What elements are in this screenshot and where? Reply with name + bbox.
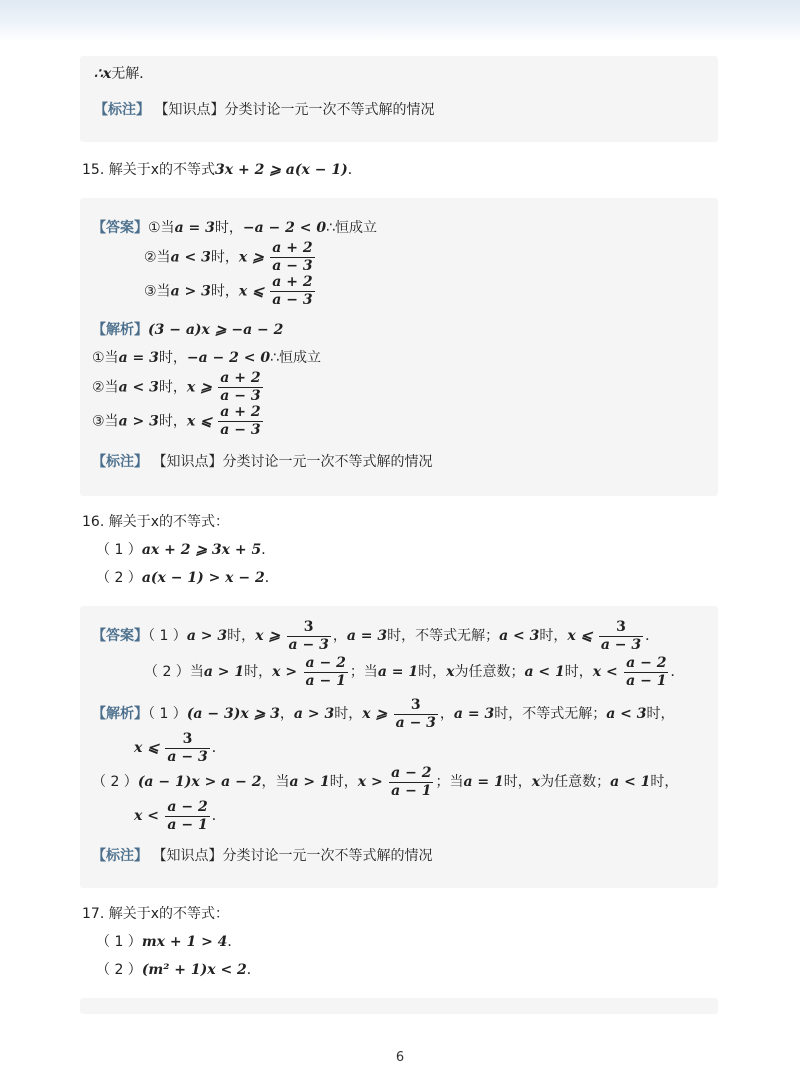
q16-part2: （ 2 ）a(x − 1) > x − 2． [96,570,279,586]
q16-analysis-part2-cont: x < $\frac{a - 2}{a - 1}$ ． [134,798,226,833]
fraction: $\frac{3}{a - 3}$ [167,730,208,765]
answer-tag: 【答案】 [92,220,148,236]
question-number: 17. [82,906,105,922]
q16-analysis-part1-cont: x ⩽ $\frac{3}{a - 3}$ ． [134,730,226,765]
prev-answer-box [80,56,718,142]
fraction: $\frac{a - 2}{a - 1}$ [305,654,346,689]
q17-part1: （ 1 ）mx + 1 > 4． [96,934,242,950]
q16-note [92,846,432,866]
fraction: $\frac{3}{a - 3}$ [395,696,436,731]
fraction: $\frac{a + 2}{a - 3}$ [220,370,261,404]
q16-part1: （ 1 ）ax + 2 ⩾ 3x + 5． [96,542,276,558]
prev-note [94,100,434,120]
q16-stem: 16. 解关于x的不等式： [82,514,230,530]
q15-stem: 15. 解关于x的不等式3x + 2 ⩾ a(x − 1)． [82,162,362,178]
fraction: $\frac{a + 2}{a - 3}$ [272,240,313,274]
fraction: $\frac{a + 2}{a - 3}$ [220,404,261,438]
question-number: 15. [82,162,105,178]
note-tag: 【标注】 [94,102,150,118]
q15-analysis-case3: ③当a > 3时，x ⩽ $\frac{a + 2}{a - 3}$ [92,404,261,438]
q16-answer-box [80,606,718,888]
q15-analysis-head: 【解析】(3 − a)x ⩾ −a − 2 [92,322,284,338]
note-tag: 【标注】 [92,848,148,864]
fraction: $\frac{a - 2}{a - 1}$ [626,654,667,689]
q15-answer-case3: ③当a > 3时，x ⩽ $\frac{a + 2}{a - 3}$ [144,274,313,308]
q15-note [92,452,432,472]
q16-answer-part2: （ 2 ）当a > 1时，x > $\frac{a - 2}{a - 1}$ ；当a = 1时，x为任意数；a < 1时，x < $\frac{a - 2}{a - 1}$ ． [144,654,685,689]
note-tag: 【标注】 [92,454,148,470]
page-number: 6 [395,1050,405,1065]
q17-part2: （ 2 ）(m² + 1)x < 2． [96,962,261,978]
q15-answer-box [80,198,718,496]
q15-answer-case2: ②当a < 3时，x ⩾ $\frac{a + 2}{a - 3}$ [144,240,313,274]
q17-answer-box [80,998,718,1014]
q15-answer-case1: 【答案】①当a = 3时，−a − 2 < 0∴恒成立 [92,220,378,236]
header-band [0,0,800,42]
q16-analysis-part1: 【解析】（ 1 ）(a − 3)x ⩾ 3，a > 3时，x ⩾ $\frac{3}{a - 3}$ ，a = 3时，不等式无解；a < 3时， [92,696,675,731]
prev-conclusion: ∴x无解． [94,66,154,82]
analysis-tag: 【解析】 [92,322,148,338]
note-text: 【知识点】分类讨论一元一次不等式解的情况 [152,454,433,470]
fraction: $\frac{3}{a - 3}$ [288,618,329,653]
note-text: 【知识点】分类讨论一元一次不等式解的情况 [152,848,433,864]
answer-tag: 【答案】 [92,628,148,644]
q15-analysis-case1: ①当a = 3时，−a − 2 < 0∴恒成立 [92,350,322,366]
q16-answer-part1: 【答案】（ 1 ）a > 3时，x ⩾ $\frac{3}{a - 3}$ ，a = 3时，不等式无解；a < 3时，x ⩽ $\frac{3}{a - 3}$ ． [92,618,660,653]
question-number: 16. [82,514,105,530]
q16-analysis-part2: （ 2 ）(a − 1)x > a − 2，当a > 1时，x > $\frac{a - 2}{a - 1}$ ；当a = 1时，x为任意数；a < 1时， [92,764,679,799]
q17-stem: 17. 解关于x的不等式： [82,906,230,922]
fraction: $\frac{a - 2}{a - 1}$ [167,798,208,833]
note-text: 【知识点】分类讨论一元一次不等式解的情况 [154,102,435,118]
analysis-tag: 【解析】 [92,706,148,722]
fraction: $\frac{a - 2}{a - 1}$ [391,764,432,799]
fraction: $\frac{a + 2}{a - 3}$ [272,274,313,308]
q15-analysis-case2: ②当a < 3时，x ⩾ $\frac{a + 2}{a - 3}$ [92,370,261,404]
fraction: $\frac{3}{a - 3}$ [600,618,642,653]
